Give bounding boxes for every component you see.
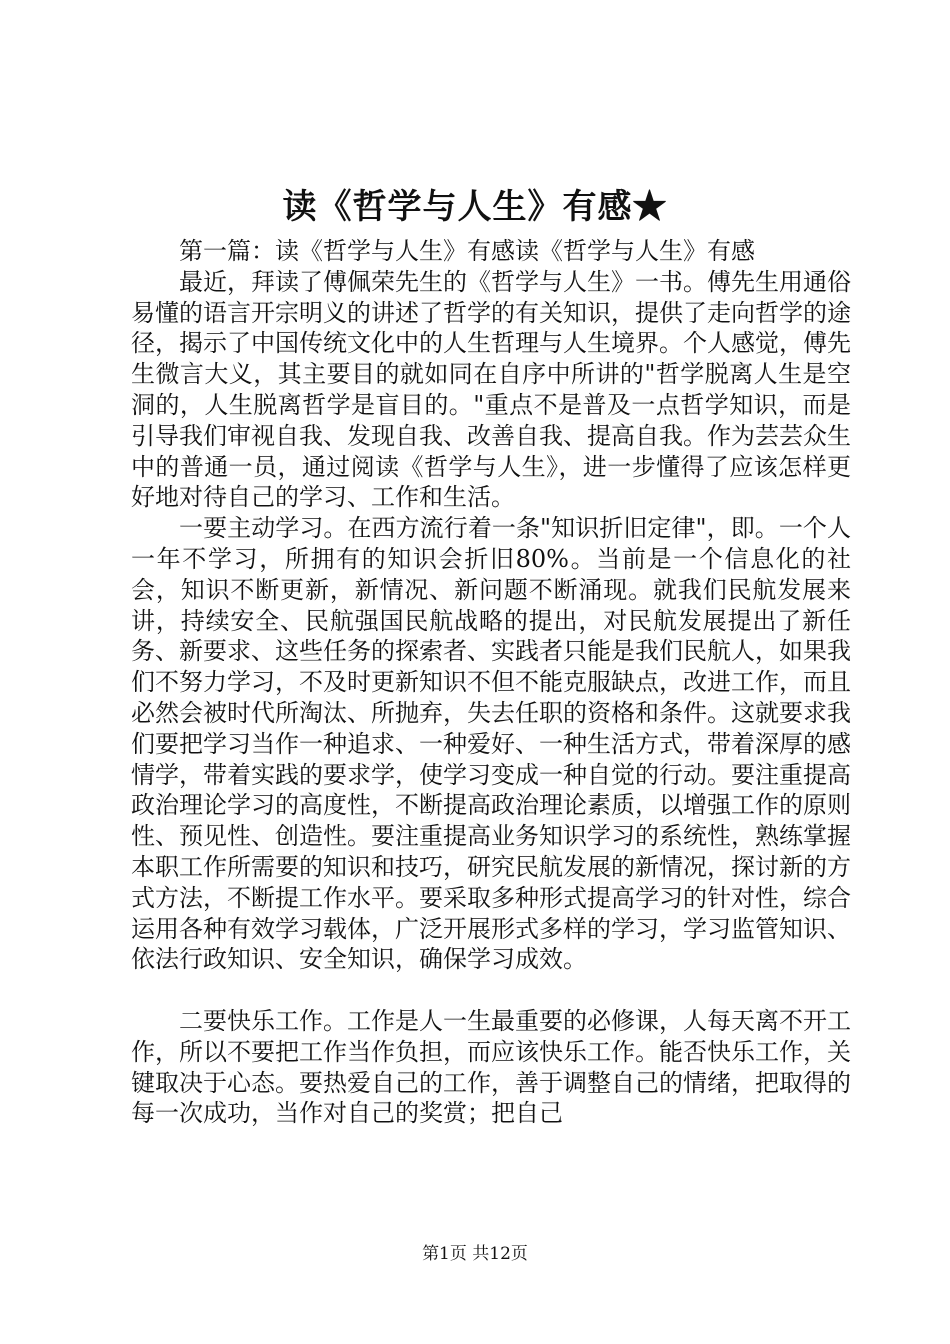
paragraph-intro: 最近，拜读了傅佩荣先生的《哲学与人生》一书。傅先生用通俗易懂的语言开宗明义的讲述了哲学的有关知识，提供了走向哲学的途径，揭示了中国传统文化中的人生哲理与人生境界。个人感觉，傅先生微言大义，其主要目的就如同在自序中所讲的"哲学脱离人生是空洞的，人生脱离哲学是盲目的。"重点不是普及一点哲学知识，而是引导我们审视自我、发现自我、改善自我、提高自我。作为芸芸众生中的普通一员，通过阅读《哲学与人生》，进一步懂得了应该怎样更好地对待自己的学习、工作和生活。 bbox=[131, 267, 851, 512]
document-body bbox=[131, 236, 851, 1129]
paragraph-heading: 第一篇：读《哲学与人生》有感读《哲学与人生》有感 bbox=[179, 237, 755, 265]
paragraph-study: 一要主动学习。在西方流行着一条"知识折旧定律"，即。一个人一年不学习，所拥有的知识会折旧80%。当前是一个信息化的社会，知识不断更新，新情况、新问题不断涌现。就我们民航发展来讲，持续安全、民航强国民航战略的提出，对民航发展提出了新任务、新要求、这些任务的探索者、实践者只能是我们民航人，如果我们不努力学习，不及时更新知识不但不能克服缺点，改进工作，而且必然会被时代所淘汰、所抛弃，失去任职的资格和条件。这就要求我们要把学习当作一种追求、一种爱好、一种生活方式，带着深厚的感情学，带着实践的要求学，使学习变成一种自觉的行动。要注重提高政治理论学习的高度性，不断提高政治理论素质，以增强工作的原则性、预见性、创造性。要注重提高业务知识学习的系统性，熟练掌握本职工作所需要的知识和技巧，研究民航发展的新情况，探讨新的方式方法，不断提工作水平。要采取多种形式提高学习的针对性，综合运用各种有效学习载体，广泛开展形式多样的学习，学习监管知识、依法行政知识、安全知识，确保学习成效。 bbox=[131, 514, 851, 974]
page-footer: 第1页 共12页 bbox=[422, 1244, 528, 1264]
document-title: 读《哲学与人生》有感★ bbox=[282, 187, 668, 227]
paragraph-work: 二要快乐工作。工作是人一生最重要的必修课，人每天离不开工作，所以不要把工作当作负担，而应该快乐工作。能否快乐工作，关键取决于心态。要热爱自己的工作，善于调整自己的情绪，把取得的每一次成功，当作对自己的奖赏；把自己 bbox=[131, 1006, 851, 1128]
